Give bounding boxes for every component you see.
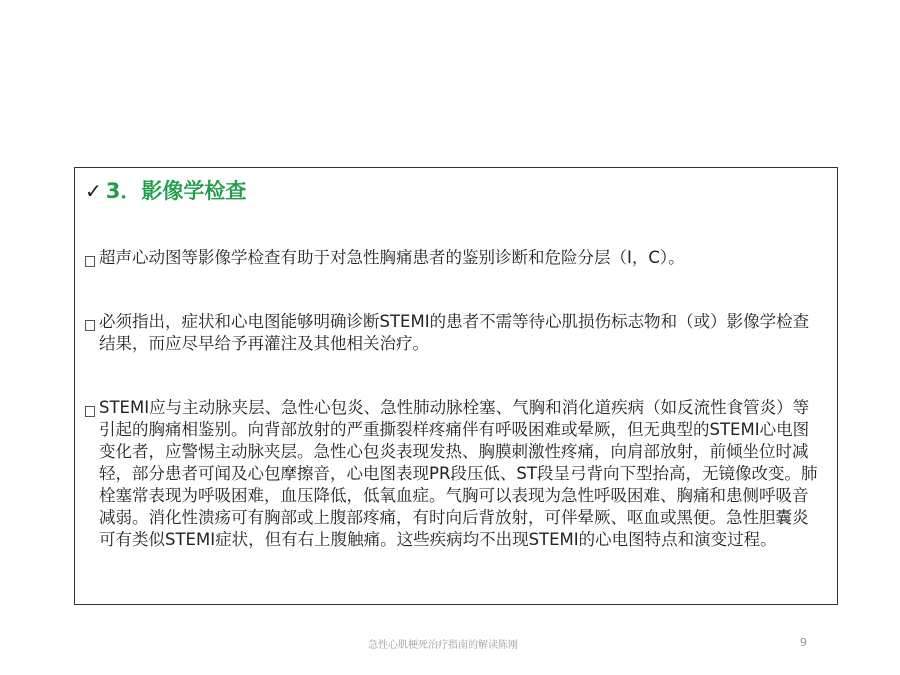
- section-heading: [85, 178, 246, 204]
- square-bullet-icon: [85, 256, 95, 267]
- bullet-text: 必须指出，症状和心电图能够明确诊断STEMI的患者不需等待心肌损伤标志物和（或）影像学检查结果，而应尽早给予再灌注及其他相关治疗。: [99, 312, 810, 353]
- content-box: [74, 167, 838, 605]
- bullet-item: [85, 397, 819, 551]
- bullet-item: [85, 247, 819, 269]
- footer: [0, 636, 900, 656]
- bullet-item: [85, 311, 819, 355]
- page-number: 9: [800, 636, 807, 649]
- footer-text: 急性心肌梗死治疗指南的解读陈刚: [368, 640, 518, 651]
- bullet-text: STEMI应与主动脉夹层、急性心包炎、急性肺动脉栓塞、气胸和消化道疾病（如反流性食管炎）等引起的胸痛相鉴别。向背部放射的严重撕裂样疼痛伴有呼吸困难或晕厥，但无典型的STEMI心电图变化者，应警惕主动脉夹层。急性心包炎表现发热、胸膜刺激性疼痛，向肩部放射，前倾坐位时减轻，部分患者可闻及心包摩擦音，心电图表现PR段压低、ST段呈弓背向下型抬高，无镜像改变。肺栓塞常表现为呼吸困难，血压降低，低氧血症。气胸可以表现为急性呼吸困难、胸痛和患侧呼吸音减弱。消化性溃疡可有胸部或上腹部疼痛，有时向后背放射，可伴晕厥、呕血或黑便。急性胆囊炎可有类似STEMI症状，但有右上腹触痛。这些疾病均不出现STEMI的心电图特点和演变过程。: [99, 398, 818, 549]
- section-heading-text: 3．影像学检查: [105, 179, 247, 203]
- checkmark-icon: ✓: [85, 179, 102, 203]
- square-bullet-icon: [85, 320, 95, 331]
- square-bullet-icon: [85, 406, 95, 417]
- bullet-text: 超声心动图等影像学检查有助于对急性胸痛患者的鉴别诊断和危险分层（Ⅰ，C）。: [99, 248, 685, 267]
